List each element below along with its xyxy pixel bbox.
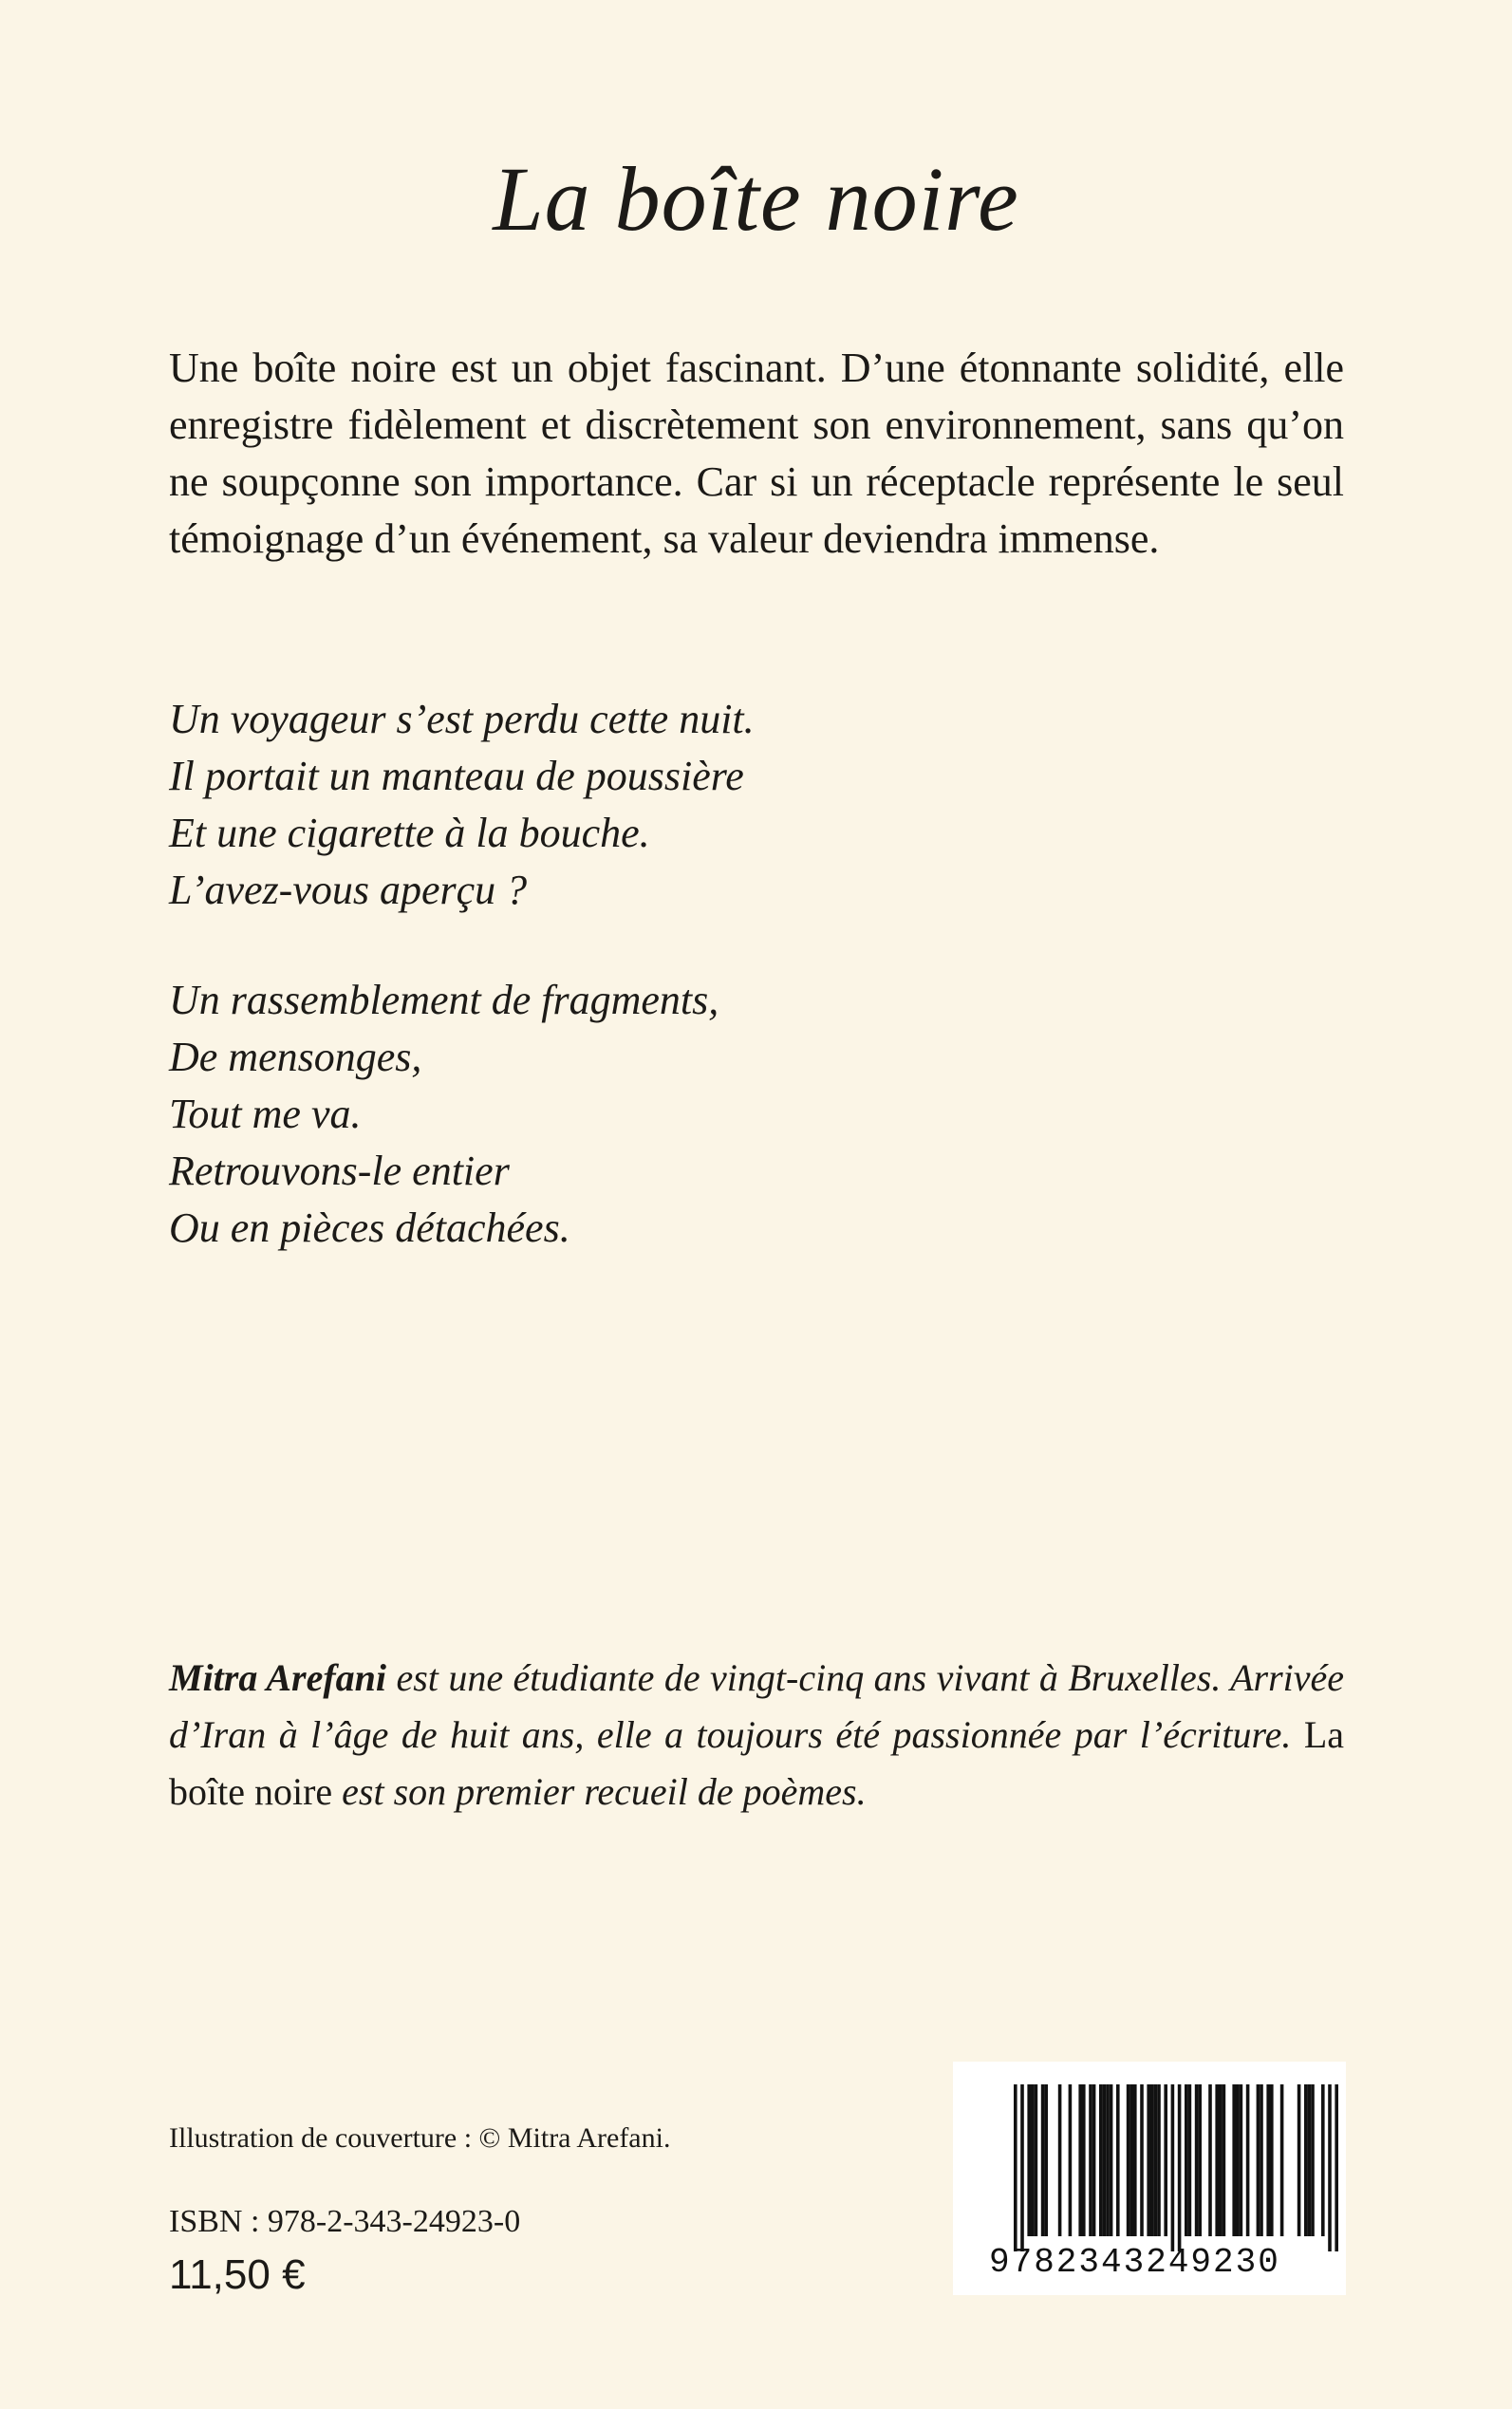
barcode-bar: [1110, 2084, 1113, 2236]
barcode-bar: [1133, 2084, 1137, 2236]
barcode-bar: [1304, 2084, 1308, 2236]
barcode-bar: [1270, 2084, 1274, 2236]
barcode-bar: [1198, 2084, 1202, 2236]
poem-line: Tout me va.: [169, 1091, 362, 1137]
barcode-bar: [1171, 2084, 1175, 2251]
barcode-bar: [1260, 2084, 1263, 2236]
barcode-bar: [1321, 2084, 1325, 2236]
poem-stanza-1: [169, 691, 1344, 919]
barcode-bar: [1215, 2084, 1219, 2236]
barcode-bar: [1103, 2084, 1107, 2236]
barcode: [953, 2062, 1346, 2295]
barcode-bar: [1129, 2084, 1133, 2236]
barcode-bar: [1014, 2084, 1017, 2251]
barcode-bar: [1257, 2084, 1260, 2236]
barcode-bar: [1297, 2084, 1301, 2236]
barcode-bar: [1041, 2084, 1045, 2236]
illustration-credit: Illustration de couverture : © Mitra Arefani.: [169, 2122, 671, 2154]
barcode-bar: [1246, 2084, 1250, 2236]
poem-line: Un voyageur s’est perdu cette nuit.: [169, 696, 755, 742]
barcode-bar: [1164, 2084, 1167, 2236]
barcode-bar: [1027, 2084, 1031, 2236]
barcode-bar: [1328, 2084, 1332, 2251]
barcode-bar: [1208, 2084, 1212, 2236]
book-title: La boîte noire: [493, 148, 1019, 250]
back-cover-blurb: Une boîte noire est un objet fascinant. D’une étonnante solidité, elle enregistre fidèlement et discrètement son environnement, sans qu’on ne soupçonne son importance. Car si un réceptacle représente le seul témoignage d’un événement, sa valeur deviendra immense.: [169, 345, 1344, 562]
poem-line: Retrouvons-le entier: [169, 1148, 510, 1194]
poem-line: Ou en pièces détachées.: [169, 1204, 570, 1251]
barcode-bar: [1089, 2084, 1092, 2236]
poem-stanza-2: [169, 972, 1344, 1257]
barcode-bar: [1106, 2084, 1110, 2236]
price: 11,50 €: [169, 2251, 306, 2298]
barcode-bar: [1232, 2084, 1236, 2236]
barcode-bar: [1266, 2084, 1270, 2236]
barcode-bar: [1240, 2084, 1243, 2236]
barcode-bar: [1031, 2084, 1035, 2236]
barcode-bar: [1069, 2084, 1073, 2236]
barcode-bar: [1223, 2084, 1226, 2236]
barcode-bar: [1335, 2084, 1338, 2251]
barcode-bar: [1127, 2084, 1130, 2236]
barcode-bar: [1020, 2084, 1024, 2251]
barcode-bar: [1280, 2084, 1284, 2236]
barcode-bar: [1188, 2084, 1192, 2236]
barcode-bar: [1082, 2084, 1086, 2236]
bio-book-title: La boîte noire: [169, 1713, 1344, 1813]
barcode-bar: [1150, 2084, 1154, 2236]
barcode-digits: 9782343249230: [989, 2243, 1280, 2282]
barcode-bar: [1308, 2084, 1312, 2236]
author-name: Mitra Arefani: [169, 1656, 387, 1699]
poem-line: Un rassemblement de fragments,: [169, 977, 719, 1023]
barcode-bar: [1178, 2084, 1182, 2251]
barcode-bar: [1219, 2084, 1223, 2236]
poem-line: De mensonges,: [169, 1034, 422, 1080]
barcode-bar: [1157, 2084, 1161, 2236]
isbn: ISBN : 978-2-343-24923-0: [169, 2204, 521, 2239]
barcode-bar: [1140, 2084, 1144, 2236]
poem-line: Et une cigarette à la bouche.: [169, 810, 650, 856]
barcode-bar: [1044, 2084, 1048, 2236]
barcode-bar: [1035, 2084, 1038, 2236]
poem-line: L’avez-vous aperçu ?: [169, 867, 528, 913]
bio-text-1: est une étudiante de vingt-cinq ans vivant à Bruxelles. Arrivée d’Iran à l’âge de huit ans, elle a toujours été passionnée par l’écriture.: [169, 1656, 1345, 1756]
barcode-bar: [1099, 2084, 1103, 2236]
barcode-bar: [1078, 2084, 1082, 2236]
author-bio: [169, 1650, 1344, 1821]
barcode-bar: [1236, 2084, 1240, 2236]
poem-line: Il portait un manteau de poussière: [169, 753, 744, 799]
barcode-bar: [1092, 2084, 1096, 2236]
barcode-bar: [1154, 2084, 1158, 2236]
barcode-bar: [1058, 2084, 1062, 2236]
barcode-bar: [1195, 2084, 1199, 2236]
barcode-bar: [1311, 2084, 1315, 2236]
barcode-bar: [1147, 2084, 1150, 2236]
barcode-bar: [1185, 2084, 1188, 2236]
bio-text-2: est son premier recueil de poèmes.: [332, 1770, 867, 1813]
barcode-bar: [1116, 2084, 1120, 2236]
